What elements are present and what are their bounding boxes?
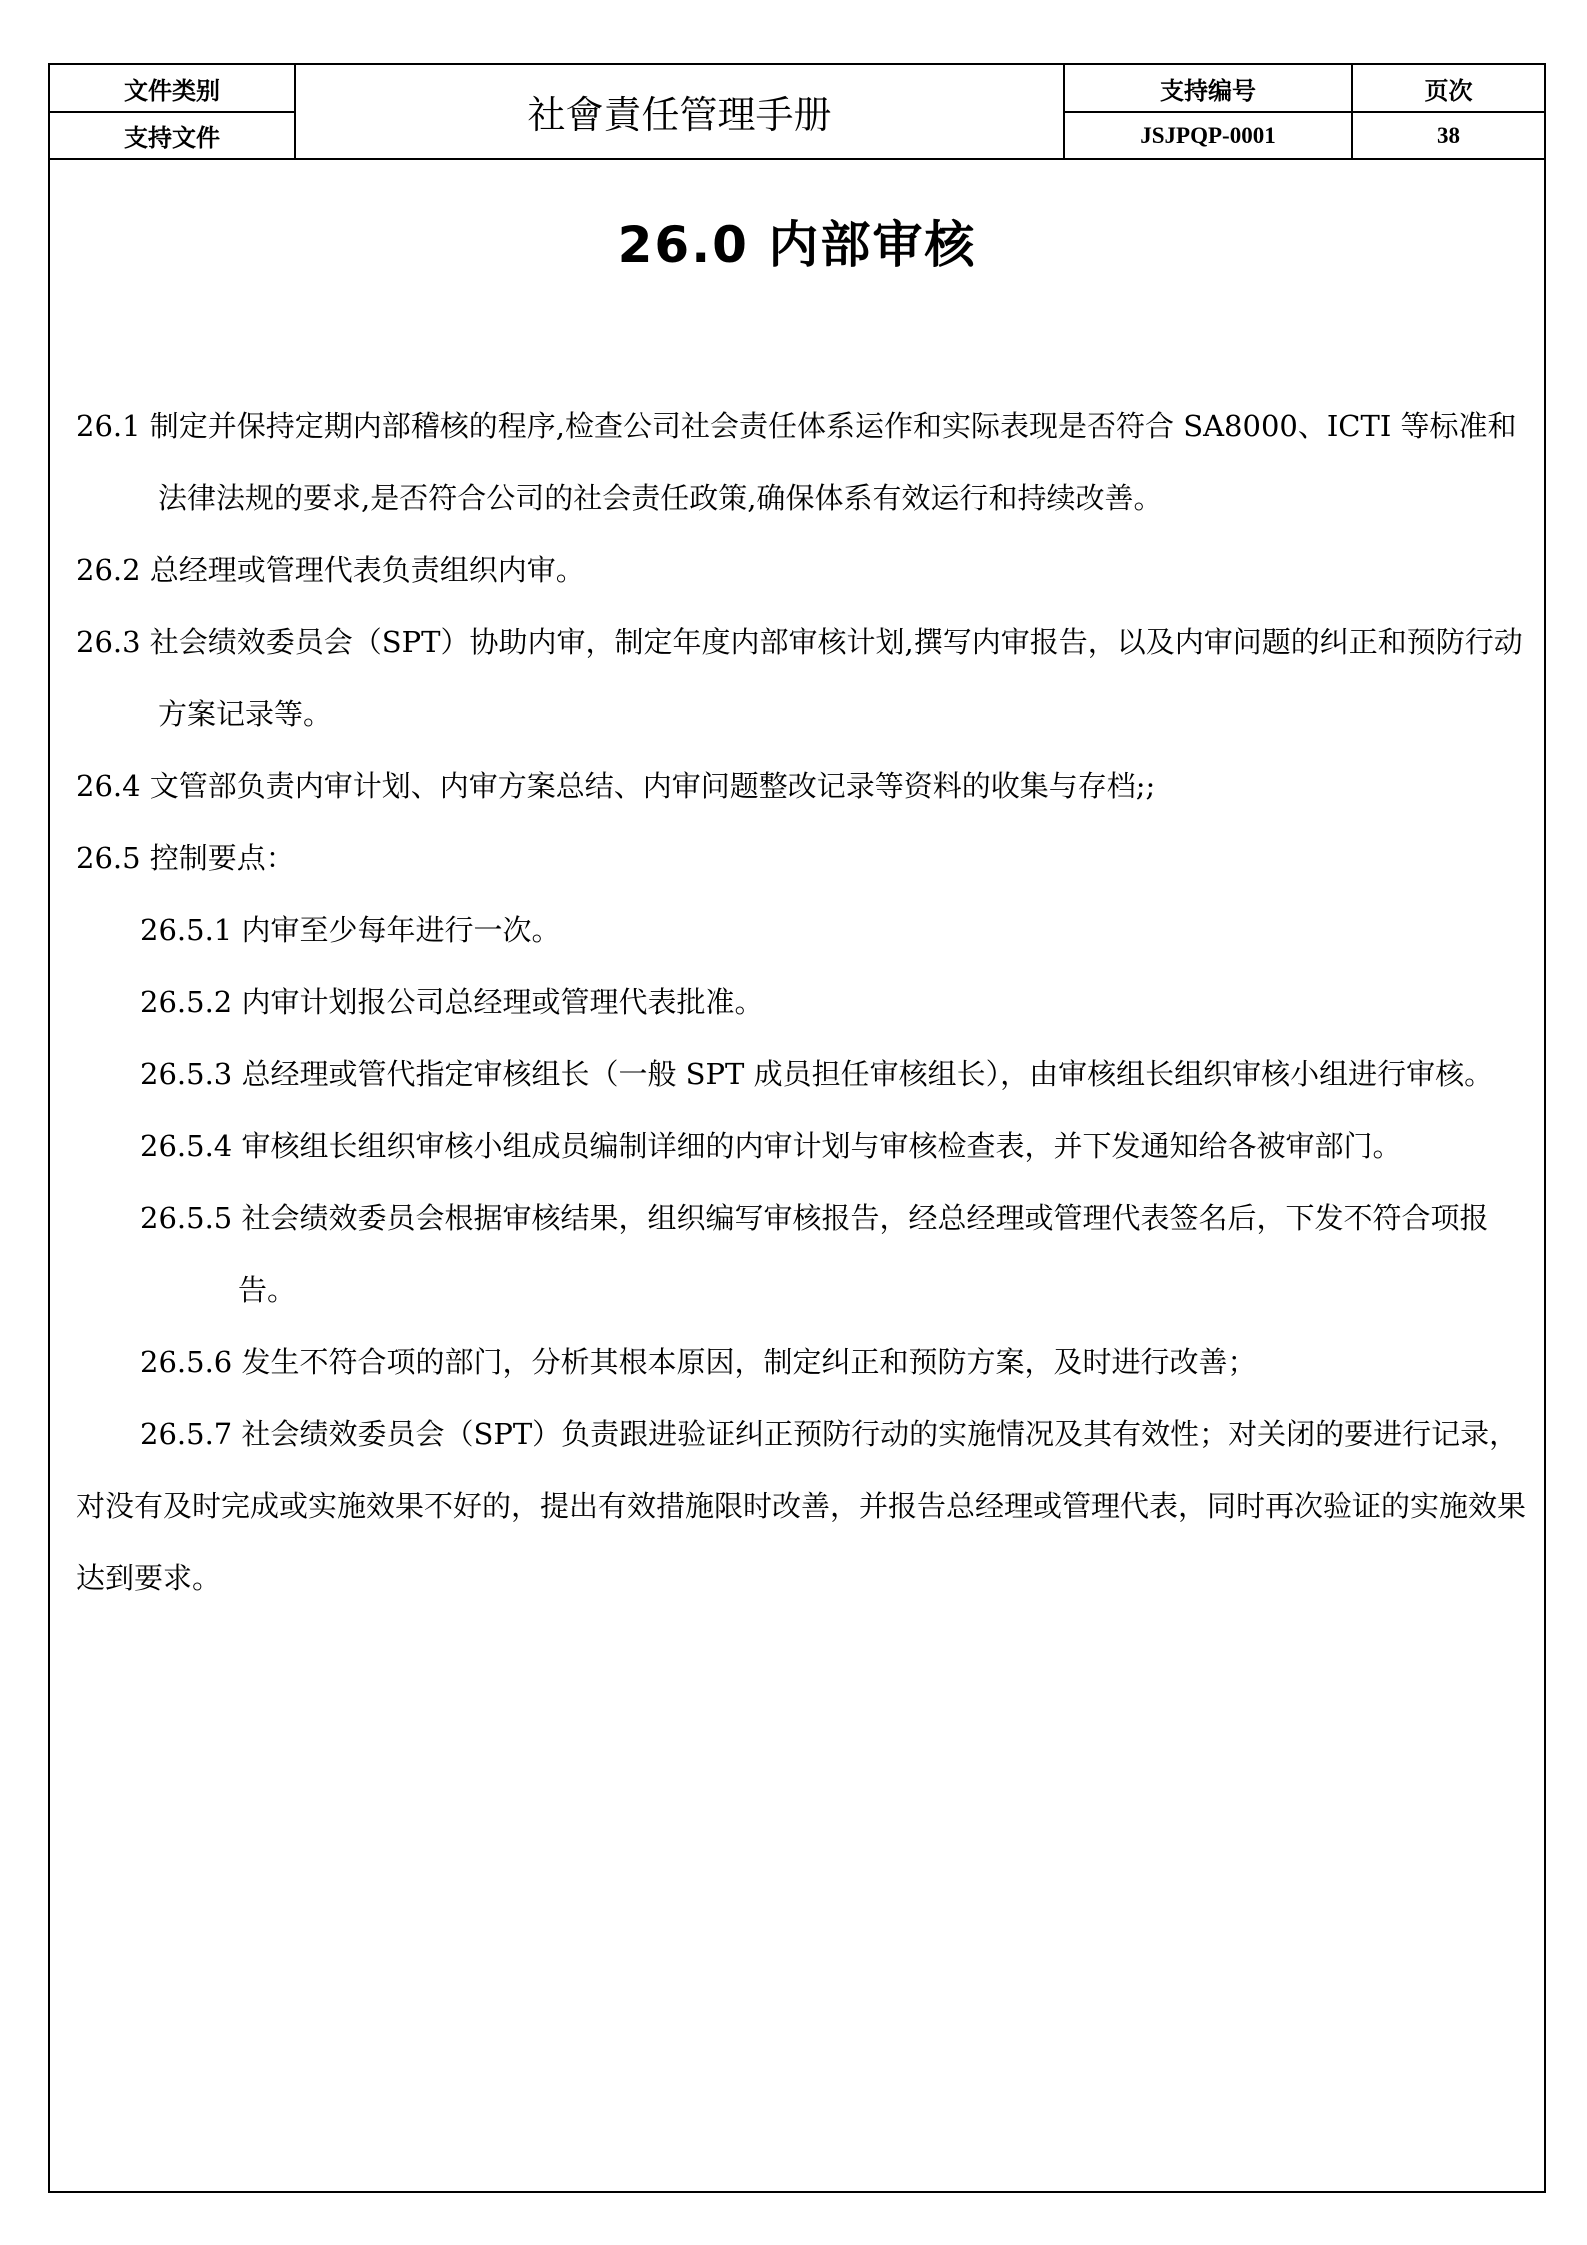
paragraph-26-4: 26.4 文管部负责内审计划、内审方案总结、内审问题整改记录等资料的收集与存档;;	[76, 769, 1156, 803]
manual-title: 社會責任管理手册	[295, 65, 1064, 159]
sub-item-26-5-2: 26.5.2 内审计划报公司总经理或管理代表批准。	[140, 985, 764, 1019]
paragraph-26-1: 26.1 制定并保持定期内部稽核的程序,检查公司社会责任体系运作和实际表现是否符合 SA8000、ICTI 等标准和法律法规的要求,是否符合公司的社会责任政策,确保体系有效运行和持续改善。	[76, 409, 1517, 515]
sub-item-26-5-7: 26.5.7 社会绩效委员会（SPT）负责跟进验证纠正预防行动的实施情况及其有效性；对关闭的要进行记录，对没有及时完成或实施效果不好的，提出有效措施限时改善，并报告总经理或管理代表，同时再次验证的实施效果达到要求。	[76, 1417, 1527, 1595]
category-label: 文件类别	[50, 65, 295, 112]
sub-item-26-5-6: 26.5.6 发生不符合项的部门，分析其根本原因，制定纠正和预防方案，及时进行改善；	[140, 1345, 1257, 1379]
page-number: 38	[1352, 112, 1544, 159]
document-code: JSJPQP-0001	[1064, 112, 1352, 159]
document-body	[76, 390, 1526, 1614]
document-header-table	[50, 65, 1544, 160]
paragraph-26-5: 26.5 控制要点：	[76, 841, 295, 875]
sub-item-26-5-5: 26.5.5 社会绩效委员会根据审核结果，组织编写审核报告，经总经理或管理代表签名后，下发不符合项报告。	[140, 1201, 1489, 1307]
paragraph-26-2: 26.2 总经理或管理代表负责组织内审。	[76, 553, 585, 587]
sub-item-26-5-3: 26.5.3 总经理或管代指定审核组长（一般 SPT 成员担任审核组长），由审核组长组织审核小组进行审核。	[140, 1057, 1494, 1091]
page-frame	[48, 63, 1546, 2193]
section-title: 26.0 内部审核	[617, 216, 977, 274]
paragraph-26-3: 26.3 社会绩效委员会（SPT）协助内审，制定年度内部审核计划,撰写内审报告，以及内审问题的纠正和预防行动方案记录等。	[76, 625, 1523, 731]
page-label: 页次	[1352, 65, 1544, 112]
category-value: 支持文件	[50, 112, 295, 159]
sub-item-26-5-4: 26.5.4 审核组长组织审核小组成员编制详细的内审计划与审核检查表，并下发通知给各被审部门。	[140, 1129, 1402, 1163]
sub-item-26-5-1: 26.5.1 内审至少每年进行一次。	[140, 913, 561, 947]
code-label: 支持编号	[1064, 65, 1352, 112]
